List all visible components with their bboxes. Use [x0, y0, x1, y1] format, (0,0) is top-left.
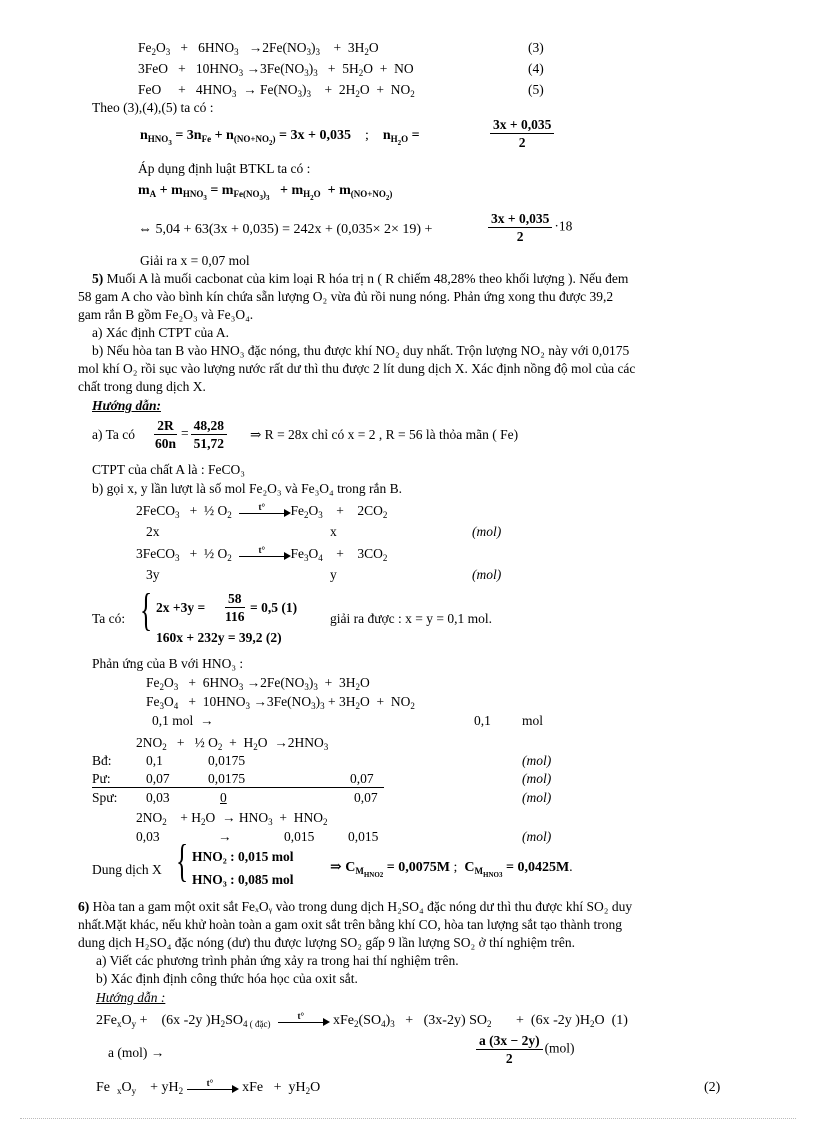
mol-line: 0,1 mol → 0,1 mol [152, 713, 544, 728]
reaction-fe3o4-hno3: $Fe_3O_4 + 10HNO_3 \to 3Fe(NO_3)_3 + 3H_2O + NO_2$ [146, 694, 415, 711]
solution-x-label: Dung dịch X [92, 862, 162, 877]
amol-label: a (mol) → [108, 1045, 165, 1060]
section6-question-b: b) Xác định định công thức hóa học của oxit sắt. [96, 971, 358, 986]
system-eq1: 2x +3y = [156, 600, 206, 615]
btkl-text: Áp dụng định luật BTKL ta có : [138, 161, 311, 176]
part-a-result: ⇒ R = 28x chỉ có x = 2 , R = 56 là thỏa mãn ( Fe) [250, 427, 519, 442]
stoich-row-after: Spư: 0,03 0 0,07 (mol) [92, 790, 552, 805]
solution-brace: { [176, 835, 189, 886]
mass-balance-equation: $m_A + m_{HNO_3} = m_{Fe(NO_3)_3} + m_{H_2O} + m_{(NO+NO_2)}$ [138, 183, 393, 202]
page-footer-line [20, 1118, 796, 1119]
reaction-fexoy-h2so4: $2Fe_xO_y$ + (6x -2y )$H_2SO_{4 ( đặc)}$ t° $xFe_2(SO_4)_3 + (3x-2y)$ $SO_2$ + (6x -2y )$H_2O$ (1) [96, 1010, 628, 1029]
equation-5: FeO + $4HNO_3 \to Fe(NO_3)_3$ + $2H_2O + NO_2$ (5) [138, 82, 544, 99]
reaction-feco3-fe2o3: 2FeCO$_3$ + ½ $O_2$ t° $Fe_2O_3$ + $2CO_2$ [136, 501, 388, 520]
system-solution: giải ra được : x = y = 0,1 mol. [330, 611, 493, 626]
section5-question-b3: chất trong dung dịch X. [78, 379, 206, 394]
solution-x: Giải ra x = 0,07 mol [140, 253, 250, 268]
section6-guide-heading: Hướng dẫn : [96, 990, 166, 1005]
reaction-no2-h2o: $2NO_2$ + $H_2O \to HNO_3 + HNO_2$ [136, 810, 328, 827]
equation-4: $3FeO + 10HNO_3 \to 3Fe(NO_3)_3 + 5H_2O$ + NO (4) [138, 61, 544, 78]
stoich-row-reacted: Pư: 0,07 0,0175 0,07 (mol) [92, 771, 552, 786]
system-eq1-fraction: $\frac{58}{116}$ [225, 591, 245, 624]
section5-question-a: a) Xác định CTPT của A. [92, 325, 229, 340]
hno3-amount: HNO₃ : 0,085 mol [192, 872, 294, 887]
system-eq1-rest: = 0,5 (1) [250, 600, 298, 615]
theo-text: Theo (3),(4),(5) ta có : [92, 100, 214, 115]
n-hno3-equation: $n_{HNO_3} = 3n_{Fe} + n_{(NO+NO_2)} = 3x + 0,035$ ; $n_{H_2O}$ = [140, 128, 420, 147]
section5-question-b1: b) Nếu hòa tan B vào HNO₃ đặc nóng, thu được khí NO₂ duy nhất. Trộn lượng NO₂ này với 0,0175 [92, 343, 630, 358]
stoich-row-initial: Bđ: 0,1 0,0175 (mol) [92, 753, 552, 768]
concentration-result: ⇒ $C_{M_{HNO2}} = 0,0075M$ ; $C_{M_{HNO3}} = 0,0425M$. [330, 860, 573, 879]
part-a-label: a) Ta có [92, 427, 136, 442]
reaction-fexoy-h2: Fe $_xO_y$ + $yH_2$ t° xFe + $yH_2O$ (2) [96, 1077, 721, 1096]
reaction-feco3-fe3o4: 3FeCO$_3$ + ½ $O_2$ t° $Fe_3O_4$ + $3CO_2$ [136, 544, 388, 563]
stoich-divider [92, 787, 384, 788]
equation-3: $Fe_2O_3 + 6HNO_3 \to 2Fe(NO_3)_3$ + $3H_2O$ (3) [138, 40, 544, 57]
n-h2o-fraction: $\frac{3x + 0,035}{2}$ [488, 116, 556, 151]
so2-fraction: $\frac{a (3x - 2y)}{2}$ (mol) [474, 1032, 575, 1067]
section6-question-a: a) Viết các phương trình phản ứng xảy ra trong hai thí nghiệm trên. [96, 953, 459, 968]
section6-para1: 6) Hòa tan a gam một oxit sắt FeₓOᵧ vào trong dung dịch H₂SO₄ đặc nóng dư thì thu được khí SO₂ duy [78, 899, 633, 914]
reaction-fe2o3-hno3: $Fe_2O_3 + 6HNO_3 \to 2Fe(NO_3)_3 + 3H_2O$ [146, 675, 370, 692]
section5-para2: 58 gam A cho vào bình kín chứa sẵn lượng O₂ vừa đủ rồi nung nóng. Phản ứng xong thu được 39,2 [78, 289, 614, 304]
section6-para3: dung dịch H₂SO₄ đặc nóng (dư) thu được lượng SO₂ gấp 9 lần lượng SO₂ ở thí nghiệm trên. [78, 935, 575, 950]
section5-para3: gam rắn B gồm Fe₂O₃ và Fe₃O₄. [78, 307, 254, 322]
reaction-no2-o2: $2NO_2$ + ½ $O_2 + H_2O \to 2HNO_3$ [136, 735, 329, 752]
system-eq2: 160x + 232y = 39,2 (2) [156, 630, 282, 645]
section5-para1: 5) Muối A là muối cacbonat của kim loại R hóa trị n ( R chiếm 48,28% theo khối lượng ). Nếu đem [92, 271, 629, 286]
btkl-fraction: $\frac{3x + 0,035}{2}$ ·18 [486, 210, 572, 245]
btkl-numeric: ⇔ 5,04 + 63(3x + 0,035) = 242x + (0,035× 2× 19) + [138, 222, 433, 237]
ratio-line-1: 2x x (mol) [146, 524, 502, 539]
section6-para2: nhất.Mặt khác, nếu khử hoàn toàn a gam oxit sắt trên bằng khí CO, hòa tan lượng sắt tạo thành trong [78, 917, 623, 932]
taco-label: Ta có: [92, 611, 126, 626]
section5-guide-heading: Hướng dẫn: [92, 398, 161, 413]
part-b-intro: b) gọi x, y lần lượt là số mol Fe₂O₃ và Fe₃O₄ trong rắn B. [92, 481, 402, 496]
hno2-amount: HNO₂ : 0,015 mol [192, 849, 294, 864]
mol-line-2: 0,03 → 0,015 0,015 (mol) [136, 829, 552, 844]
ctpt-line: CTPT của chất A là : FeCO₃ [92, 462, 245, 477]
ratio-line-2: 3y y (mol) [146, 567, 502, 582]
system-brace: { [140, 584, 153, 635]
section5-question-b2: mol khí O₂ rồi sục vào lượng nước rất dư thì thu được 2 lít dung dịch X. Xác định nồng độ mol của các [78, 361, 636, 376]
ratio-fraction: $\frac{2R}{60n}$ = $\frac{48,28}{51,72}$ [150, 417, 229, 452]
reaction-b-heading: Phản ứng của B với HNO₃ : [92, 656, 244, 671]
